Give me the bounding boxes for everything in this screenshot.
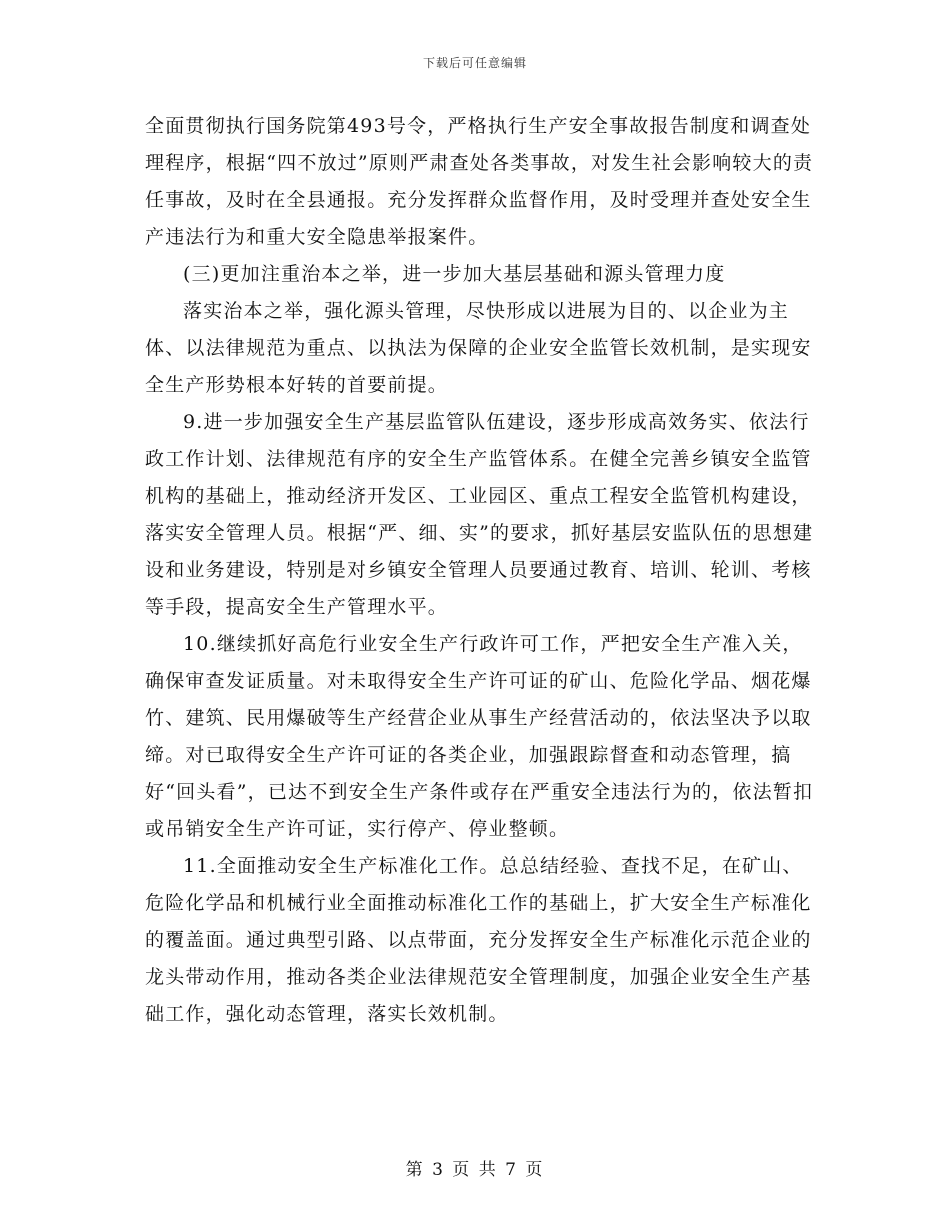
- numbered-paragraph: 9.进一步加强安全生产基层监管队伍建设，逐步形成高效务实、依法行政工作计划、法律规范有序的安全生产监管体系。在健全完善乡镇安全监管机构的基础上，推动经济开发区、工业园区、重点工程安全监管机构建设，落实安全管理人员。根据“严、细、实”的要求，抓好基层安监队伍的思想建设和业务建设，特别是对乡镇安全管理人员要通过教育、培训、轮训、考核等手段，提高安全生产管理水平。: [145, 411, 814, 618]
- numbered-paragraph: 10.继续抓好高危行业安全生产行政许可工作，严把安全生产准入关，确保审查发证质量。对未取得安全生产许可证的矿山、危险化学品、烟花爆竹、建筑、民用爆破等生产经营企业从事生产经营活动的，依法坚决予以取缔。对已取得安全生产许可证的各类企业，加强跟踪督查和动态管理，搞好“回头看”，已达不到安全生产条件或存在严重安全违法行为的，依法暂扣或吊销安全生产许可证，实行停产、停业整顿。: [145, 633, 814, 840]
- page-header: 下载后可任意编辑: [422, 56, 527, 70]
- body-paragraph: 全面贯彻执行国务院第493号令，严格执行生产安全事故报告制度和调查处理程序，根据“四不放过”原则严肃查处各类事故，对发生社会影响较大的责任事故，及时在全县通报。充分发挥群众监督作用，及时受理并查处安全生产违法行为和重大安全隐患举报案件。: [145, 115, 814, 248]
- section-heading: (三)更加注重治本之举，进一步加大基层基础和源头管理力度: [183, 263, 726, 285]
- document-body: [145, 108, 815, 1033]
- numbered-paragraph: 11.全面推动安全生产标准化工作。总总结经验、查找不足，在矿山、危险化学品和机械行业全面推动标准化工作的基础上，扩大安全生产标准化的覆盖面。通过典型引路、以点带面，充分发挥安全生产标准化示范企业的龙头带动作用，推动各类企业法律规范安全管理制度，加强企业安全生产基础工作，强化动态管理，落实长效机制。: [145, 855, 812, 1025]
- page-footer: 第 3 页 共 7 页: [405, 1160, 545, 1180]
- body-paragraph: 落实治本之举，强化源头管理，尽快形成以进展为目的、以企业为主体、以法律规范为重点、以执法为保障的企业安全监管长效机制，是实现安全生产形势根本好转的首要前提。: [145, 300, 812, 396]
